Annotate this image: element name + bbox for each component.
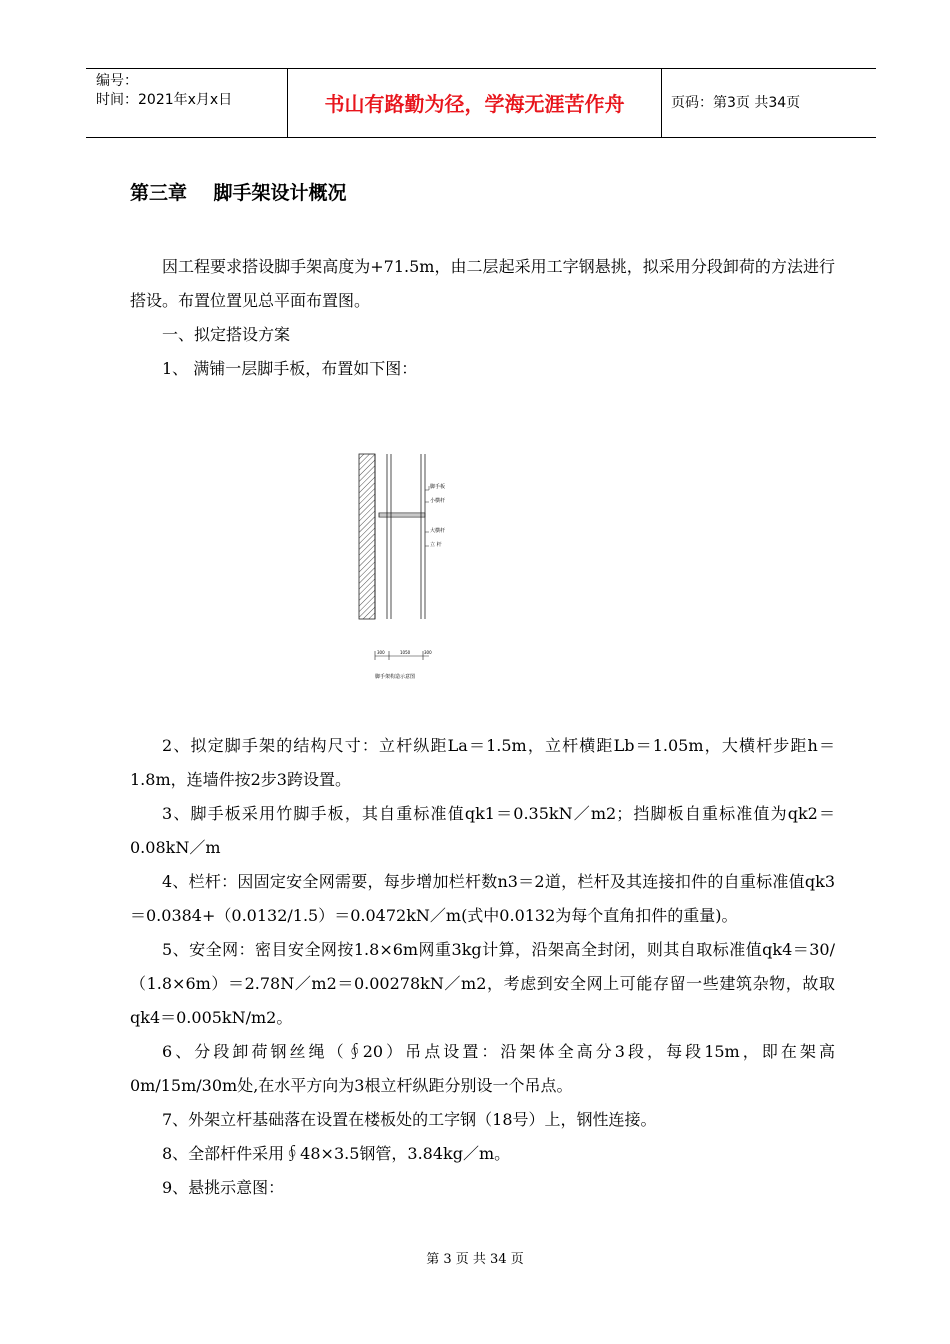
- document-header: [86, 68, 876, 138]
- figure-caption: 脚手架构造示意图: [375, 674, 416, 680]
- page-footer: 第 3 页 共 34 页: [426, 1252, 524, 1267]
- intro-paragraph: 因工程要求搭设脚手架高度为+71.5m，由二层起采用工字钢悬挑，拟采用分段卸荷的方法进行搭设。布置位置见总平面布置图。: [130, 257, 835, 310]
- intro-section: [130, 250, 835, 386]
- motto-text: 书山有路勤为径，学海无涯苦作舟: [324, 92, 625, 116]
- spec-item: 5、安全网：密目安全网按1.8×6m网重3kg计算，沿架高全封闭，则其自取标准值qk4＝30/（1.8×6m）＝2.78N／m2＝0.00278kN／m2，考虑到安全网上可能存留一些建筑杂物，故取qk4＝0.005kN/m2。: [130, 940, 835, 1027]
- spec-item: 4、栏杆：因固定安全网需要，每步增加栏杆数n3＝2道，栏杆及其连接扣件的自重标准值qk3＝0.0384+（0.0132/1.5）＝0.0472kN／m(式中0.0132为每个直角扣件的重量)。: [130, 872, 835, 925]
- spec-item: 2、拟定脚手架的结构尺寸：立杆纵距La＝1.5m，立杆横距Lb＝1.05m，大横杆步距h＝1.8m，连墙件按2步3跨设置。: [130, 736, 835, 789]
- number-label: 编号：: [96, 73, 138, 89]
- specification-list: [130, 729, 835, 1205]
- spec-item: 6、分段卸荷钢丝绳（∮20）吊点设置：沿架体全高分3段，每段15m，即在架高0m/15m/30m处,在水平方向为3根立杆纵距分别设一个吊点。: [130, 1042, 835, 1095]
- intro-item-1: 1、 满铺一层脚手板，布置如下图：: [162, 359, 418, 378]
- wall-section: [359, 454, 375, 619]
- dimension-value: 1050: [400, 650, 411, 655]
- header-page-cell: [661, 69, 876, 137]
- header-motto-cell: [287, 69, 662, 137]
- page-label: 页码：第3页 共34页: [671, 95, 801, 111]
- label-leader: [425, 486, 429, 490]
- scaffold-diagram: [345, 450, 465, 690]
- spec-item: 9、悬挑示意图：: [162, 1178, 285, 1197]
- figure-label-ledger: 大横杆: [430, 528, 446, 534]
- figure-label-transom: 小横杆: [430, 498, 446, 504]
- spec-item: 3、脚手板采用竹脚手板，其自重标准值qk1＝0.35kN／m2；挡脚板自重标准值为qk2＝0.08kN／m: [130, 804, 835, 857]
- dimension-value: 300: [424, 650, 432, 655]
- figure-label-standard: 立 杆: [430, 542, 442, 548]
- spec-item: 8、全部杆件采用∮48×3.5钢管，3.84kg／m。: [162, 1144, 511, 1163]
- figure-label-board: 脚手板: [430, 484, 446, 490]
- spec-item: 7、外架立杆基础落在设置在楼板处的工字钢（18号）上，钢性连接。: [162, 1110, 657, 1129]
- section-heading: 一、拟定搭设方案: [162, 325, 291, 344]
- chapter-title: 第三章 脚手架设计概况: [130, 182, 347, 204]
- dimension-value: 300: [377, 650, 385, 655]
- header-meta-cell: [86, 69, 286, 137]
- time-label: 时间：2021年x月x日: [96, 92, 233, 108]
